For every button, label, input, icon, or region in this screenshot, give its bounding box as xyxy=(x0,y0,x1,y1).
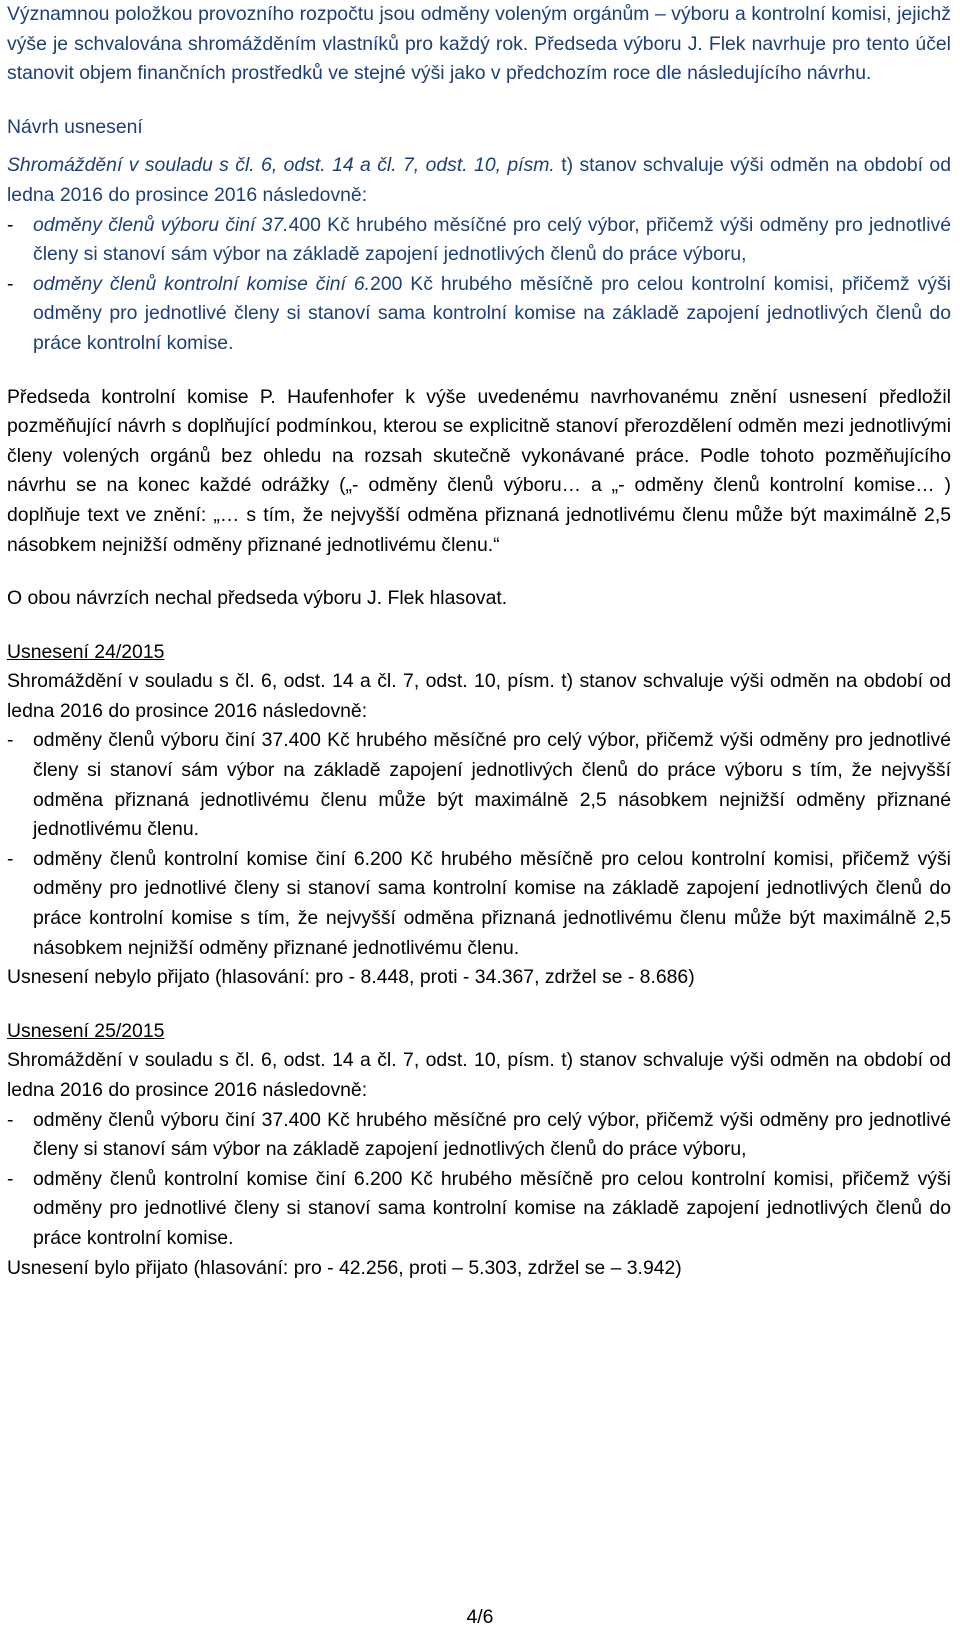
resolution-25-2015 xyxy=(7,1017,951,1283)
draft-resolution xyxy=(7,113,951,359)
vote-call: O obou návrzích nechal předseda výboru J. Flek hlasovat. xyxy=(7,587,508,610)
list-item xyxy=(7,270,951,359)
list-item-text xyxy=(33,270,951,359)
list-dash: - xyxy=(7,213,14,236)
list-item-text: odměny členů výboru činí 37.400 Kč hrubého měsíčné pro celý výbor, přičemž výši odměny pro jednotlivé členy si stanoví sám výbor na základě zapojení jednotlivých členů do práce výboru, xyxy=(33,1108,951,1161)
draft-heading: Návrh usnesení xyxy=(7,115,143,138)
list-item xyxy=(7,1165,951,1254)
list-item-text-part: odměny členů kontrolní komise činí 6. xyxy=(33,272,371,295)
document-page xyxy=(7,0,951,1307)
list-item-text-part: odměny členů výboru činí 37. xyxy=(33,213,289,236)
draft-intro xyxy=(7,151,951,210)
resolution-24-2015 xyxy=(7,638,951,993)
resolution-title: Usnesení 25/2015 xyxy=(7,1019,165,1042)
list-item xyxy=(7,1106,951,1165)
list-item xyxy=(7,211,951,270)
list-dash: - xyxy=(7,1108,14,1131)
list-item-text xyxy=(33,211,951,270)
resolution-result: Usnesení nebylo přijato (hlasování: pro - 8.448, proti - 34.367, zdržel se - 8.686) xyxy=(7,966,695,989)
amendment-paragraph: Předseda kontrolní komise P. Haufenhofer k výše uvedenému navrhovanému znění usnesení předložil pozměňující návrh s doplňující podmínkou, kterou se explicitně stanoví přerozdělení odměn mezi jednotlivými členy volených orgánů bez ohledu na rozsah skutečně vykonávané práce. Podle tohoto pozměňujícího návrhu se na konec každé odrážky („- odměny členů výboru… a „- odměny členů kontrolní komise… ) doplňuje text ve znění: „… s tím, že nejvyšší odměna přiznaná jednotlivému členu může být maximálně 2,5 násobkem nejnižší odměny přiznané jednotlivému členu.“ xyxy=(7,385,951,556)
list-dash: - xyxy=(7,847,14,870)
list-item-text: odměny členů kontrolní komise činí 6.200 Kč hrubého měsíčně pro celou kontrolní komisi, přičemž výši odměny pro jednotlivé členy si stanoví sama kontrolní komise na základě zapojení jednotlivých členů do práce kontrolní komise s tím, že nejvyšší odměna přiznaná jednotlivému členu může být maximálně 2,5 násobkem nejnižší odměny přiznané jednotlivému členu. xyxy=(33,847,951,959)
list-dash: - xyxy=(7,1167,14,1190)
resolution-title: Usnesení 24/2015 xyxy=(7,640,165,663)
list-item-text: odměny členů výboru činí 37.400 Kč hrubého měsíčné pro celý výbor, přičemž výši odměny pro jednotlivé členy si stanoví sám výbor na základě zapojení jednotlivých členů do práce výboru s tím, že nejvyšší odměna přiznaná jednotlivému členu může být maximálně 2,5 násobkem nejnižší odměny přiznané jednotlivému členu. xyxy=(33,729,951,841)
list-dash: - xyxy=(7,729,14,752)
list-item-text-part: 200 Kč hrubého měsíčně pro celou kontrolní komisi, přičemž výši odměny pro jednotlivé členy si stanoví sama kontrolní komise na základě zapojení jednotlivých členů do práce kontrolní komise. xyxy=(33,272,951,354)
page-number: 4/6 xyxy=(466,1606,494,1628)
list-item-text-part: 400 Kč hrubého měsíčné pro celý výbor, přičemž výši odměny pro jednotlivé členy si stanoví sám výbor na základě zapojení jednotlivých členů do práce výboru, xyxy=(33,213,951,266)
list-item-text: odměny členů kontrolní komise činí 6.200 Kč hrubého měsíčně pro celou kontrolní komisi, přičemž výši odměny pro jednotlivé členy si stanoví sama kontrolní komise na základě zapojení jednotlivých členů do práce kontrolní komise. xyxy=(33,1167,951,1249)
draft-intro-rest: t) stanov schvaluje výši odměn na období od ledna 2016 do prosince 2016 následovně: xyxy=(7,154,951,206)
list-dash: - xyxy=(7,272,14,295)
resolution-intro: Shromáždění v souladu s čl. 6, odst. 14 a čl. 7, odst. 10, písm. t) stanov schvaluje výši odměn na období od ledna 2016 do prosince 2016 následovně: xyxy=(7,670,951,722)
list-item xyxy=(7,726,951,844)
intro-paragraph: Významnou položkou provozního rozpočtu jsou odměny voleným orgánům – výboru a kontrolní komisi, jejichž výše je schvalována shromážděním vlastníků pro každý rok. Předseda výboru J. Flek navrhuje pro tento účel stanovit objem finančních prostředků ve stejné výši jako v předchozím roce dle následujícího návrhu. xyxy=(7,3,951,85)
resolution-intro: Shromáždění v souladu s čl. 6, odst. 14 a čl. 7, odst. 10, písm. t) stanov schvaluje výši odměn na období od ledna 2016 do prosince 2016 následovně: xyxy=(7,1049,951,1101)
list-item xyxy=(7,845,951,963)
resolution-result: Usnesení bylo přijato (hlasování: pro - 42.256, proti – 5.303, zdržel se – 3.942) xyxy=(7,1256,682,1279)
draft-intro-italic: Shromáždění v souladu s čl. 6, odst. 14 a čl. 7, odst. 10, písm. xyxy=(7,154,555,177)
